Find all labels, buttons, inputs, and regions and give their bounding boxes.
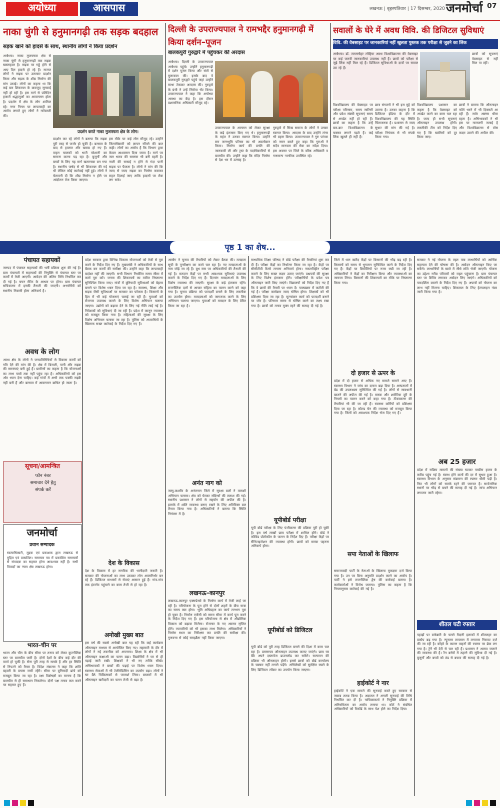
story-2-text-1: अयोध्या। दिल्ली के उपराज्यपाल अयोध्या पहुंचे। उन्होंने हनुमानगढ़ी में दर्शन पूजन किया और संतों से मुलाकात की। इसके बाद वे बालकपुरी गुरुद्वारे पहुंचे जहां उन्होंने मत्था टेककर अरदास की। गुरुद्वारे के ग्रंथी ने उन्हें सिरोपा भेंट किया। उपराज्यपाल ने कहा कि अयोध्या आस्था का केंद्र है। इस दौरान प्रशासनिक अधिकारी मौजूद रहे। bbox=[168, 60, 213, 106]
story-3-side: छात्रों को सूचनाएं वेबसाइट से नहीं मिल पा रहीं। bbox=[472, 52, 498, 66]
col3-text-2: जम्मू-कश्मीर के अनंतनाग जिले में सुरक्षा बलों ने तलाशी अभियान चलाया। क्षेत्र को घेरकर संदिग्धों की तलाश की गई। स्थानीय प्रशासन ने लोगों से सहयोग की अपील की है। इलाके में शांति व्यवस्था बनाए रखने के लिए अतिरिक्त बल तैनात किया गया है। अधिकारियों ने बताया कि स्थिति नियंत्रण में है। bbox=[168, 489, 246, 516]
lead-headline: नाका चुंगी से हनुमानगढ़ी तक सड़क बदहाल bbox=[3, 27, 159, 38]
newspaper-logo: जनमोर्चा bbox=[446, 1, 483, 15]
story-3-text-1: विश्वविद्यालय की वेबसाइट पर परीक्षा परिणाम, समय सारिणी और प्रवेश संबंधी सूचनाएं समय से अपडेट नहीं हो रही हैं। छात्रों का कहना है कि उन्हें बार-बार विश्वविद्यालय के चक्कर लगाने पड़ते हैं। कई लिंक खुलते ही नहीं हैं। bbox=[333, 103, 373, 140]
banner-text: पृष्ठ 1 का शेष... bbox=[170, 241, 330, 254]
col4-text-3: यूपी बोर्ड को पूरी तरह डिजिटल बनाने की दिशा में काम चल रहा है। प्रमाणपत्र ऑनलाइन उपलब्ध कराए जाएंगे। छात्र घर बैठे अपने दस्तावेज डाउनलोड कर सकेंगे। सत्यापन की प्रक्रिया भी ऑनलाइन होगी। इससे छात्रों को बोर्ड कार्यालय के चक्कर नहीं लगाने पड़ेंगे। अभिलेखों को सुरक्षित रखने के लिए डिजिटल लॉकर का उपयोग किया जाएगा। bbox=[251, 645, 329, 672]
story-2-text-2: उपराज्यपाल के आगमन को लेकर सुरक्षा के कड़े इंतजाम किए गए थे। हनुमानगढ़ी के महंत ने उनका स्वागत किया। उन्होंने राम जन्मभूमि परिसर का भी अवलोकन किया। निर्माण कार्य की प्रगति की जानकारी ली और ट्रस्ट के पदाधिकारियों से बातचीत की। उन्होंने कहा कि मंदिर निर्माण से देश भर में उत्साह है। bbox=[215, 126, 270, 163]
lead-photo bbox=[53, 55, 163, 128]
story-3-text-2: छात्र संगठनों ने भी इस मुद्दे को उठाया है। उनका कहना है कि डिजिटल इंडिया के दौर में विश्वविद्यालय की यह स्थिति चिंताजनक है। प्रशासन से जल्द सुधार की मांग की गई है। परीक्षा नियंत्रक से भी संपर्क किया गया। bbox=[375, 103, 415, 140]
masthead bbox=[0, 0, 500, 20]
col4-heading-1: यूपीबोर्ड परीक्षा bbox=[274, 517, 306, 524]
story-2-text-3: गुरुद्वारे में सिख समाज के लोगों ने उनका स्वागत किया। अरदास के बाद उन्होंने लंगर भी ग्रहण किया। उपराज्यपाल ने गुरु परंपरा को नमन करते हुए कहा कि गुरुओं ने सदैव मानवता की सेवा का संदेश दिया। इस अवसर पर जिले के वरिष्ठ अधिकारी व गणमान्य नागरिक उपस्थित रहे। bbox=[273, 126, 328, 158]
col6-heading-2: शीतल घटी रफ्तार bbox=[417, 620, 497, 630]
col1-text-3: भारत और चीन के बीच सीमा पर तनाव को लेकर कूटनीतिक स्तर पर बातचीत जारी है। दोनों देशों के बीच कई दौर की वार्ता हो चुकी है। सेना पूरी तरह से सतर्क है और हर स्थिति से निपटने को तैयार है। विदेश मंत्रालय ने कहा कि शांति बहाली के प्रयास जारी रहेंगे। सीमा पर बुनियादी ढांचे को मजबूत किया जा रहा है। रक्षा विशेषज्ञों का मानना है कि बातचीत से ही समाधान निकलेगा। दोनों पक्ष तनाव कम करने पर सहमत हुए हैं। bbox=[3, 651, 81, 688]
col3-text-3: लखनऊ-कानपुर एक्सप्रेसवे के निर्माण कार्य में तेजी लाई जा रही है। परियोजना के पूरा होने से दोनों शहरों के बीच यात्रा का समय कम होगा। भूमि अधिग्रहण का कार्य लगभग पूरा हो चुका है। निर्माण एजेंसी को समय सीमा में कार्य पूरा करने के निर्देश दिए गए हैं। इस परियोजना से क्षेत्र में औद्योगिक विकास को बढ़ावा मिलेगा। रोजगार के नए अवसर सृजित होंगे। व्यापारियों को भी इसका लाभ मिलेगा। अधिकारियों ने निर्माण स्थल का निरीक्षण कर प्रगति की समीक्षा की। गुणवत्ता से कोई समझौता नहीं किया जाएगा। bbox=[168, 599, 246, 640]
story-2-subhead: बालकपुरी गुरुद्वारे में पहुंचकर की अरदास bbox=[168, 50, 245, 56]
col4-text-1: माध्यमिक शिक्षा परिषद ने बोर्ड परीक्षा की तैयारियां शुरू कर दी हैं। परीक्षा केंद्रों का निर्धारण किया जा रहा है। केंद्रों पर सीसीटीवी कैमरे लगाना अनिवार्य होगा। नकलविहीन परीक्षा कराने के लिए सख्त कदम उठाए जाएंगे। प्रश्नपत्रों की सुरक्षा के लिए विशेष इंतजाम होंगे। परीक्षार्थियों के प्रवेश पत्र ऑनलाइन जारी किए जाएंगे। विद्यालयों को निर्देश दिए गए हैं कि वे छात्रों की तैयारी पर ध्यान दें। पाठ्यक्रम में कटौती की गई है। परीक्षा कार्यक्रम जल्द घोषित होगा। शिक्षकों को भी प्रशिक्षण दिया जा रहा है। मूल्यांकन कार्य को पारदर्शी बनाने पर जोर है। परिणाम समय से घोषित करने का लक्ष्य रखा गया है। छात्रों को तनाव मुक्त रहने की सलाह दी गई है। bbox=[251, 258, 329, 308]
col5-text-3: समाजवादी पार्टी के नेताओं के खिलाफ मुकदमा दर्ज किया गया है। उन पर बिना अनुमति प्रदर्शन करने का आरोप है। पार्टी ने इसे राजनीतिक द्वेष की कार्रवाई बताया है। कार्यकर्ताओं ने विरोध जताया। पुलिस का कहना है कि नियमानुसार कार्रवाई की गई है। bbox=[334, 569, 412, 592]
publisher-ad bbox=[3, 524, 82, 642]
story-3-headline: सवालों के घेरे में अवध विवि. की डिजिटल सुविधाएं bbox=[333, 25, 485, 35]
story-3-text-3: विश्वविद्यालय प्रशासन का कहना है कि वेबसाइट को अपडेट करने का काम चल रहा है। जल्द ही सभी सूचनाएं ऑनलाइन उपलब्ध होंगी। तकनीकी टीम को निर्देश दिए गए हैं कि खामियों को दूर किया जाए। bbox=[417, 103, 457, 140]
col3-heading-2: लखनऊ–कानपुर bbox=[189, 590, 225, 597]
col6-text-1: सरकार ने नई योजना के तहत पात्र लाभार्थियों को आर्थिक सहायता देने की घोषणा की है। आवेदन ऑनलाइन किए जा सकेंगे। लाभार्थियों के खाते में सीधे राशि भेजी जाएगी। योजना का उद्देश्य गरीब परिवारों को राहत पहुंचाना है। ग्राम पंचायत स्तर पर शिविर लगाकर आवेदन लिए जाएंगे। अधिकारियों को पारदर्शिता बरतने के निर्देश दिए गए हैं। अपात्रों को योजना का लाभ नहीं मिलना चाहिए। शिकायत के लिए हेल्पलाइन नंबर जारी किया गया है। bbox=[417, 258, 497, 295]
col6-text-3: पहाड़ों पर बर्फबारी के चलते मैदानी इलाकों में शीतलहर का प्रकोप बढ़ गया है। न्यूनतम तापमान में लगातार गिरावट दर्ज की जा रही है। कोहरे के कारण वाहनों की रफ्तार पर ब्रेक लग गया है। ट्रेनें भी देरी से चल रही हैं। प्रशासन ने अलाव जलाने की व्यवस्था की है। रैन बसेरों में ठहरने की सुविधा दी गई है। बुजुर्गों और बच्चों को ठंड से बचाव की सलाह दी गई है। bbox=[417, 633, 497, 660]
col2-text-1: प्रदेश सरकार द्वारा विभिन्न विकास योजनाओं को तेजी से पूरा करने के निर्देश दिए गए हैं। मुख्यमंत्री ने अधिकारियों के साथ बैठक कर कार्यों की समीक्षा की। उन्होंने कहा कि लापरवाही बर्दाश्त नहीं की जाएगी। सभी विभाग निर्धारित समय सीमा में कार्य पूरा करें। जनता की शिकायतों का त्वरित निस्तारण सुनिश्चित किया जाए। गांवों में बुनियादी सुविधाओं को बेहतर बनाने पर विशेष ध्यान दिया जा रहा है। स्वास्थ्य, शिक्षा और सड़क जैसी सुविधाओं पर सरकार का फोकस है। किसानों के हित में भी कई योजनाएं चलाई जा रही हैं। युवाओं को रोजगार उपलब्ध कराने के लिए विशेष अभियान चलाया जाएगा। उद्योगों को बढ़ावा देने के लिए नई नीति लाई गई है। निवेशकों को सुविधाएं दी जा रही हैं। प्रदेश में कानून व्यवस्था को मजबूत किया गया है। महिलाओं की सुरक्षा के लिए विशेष अभियान चलाया जा रहा है। पुलिस को अपराधियों के खिलाफ सख्त कार्रवाई के निर्देश दिए गए हैं। bbox=[85, 258, 163, 327]
lead-story-text-2: प्रदर्शन कर रहे लोगों ने बताया कि सड़क पूरी तरह से जर्जर हो चुकी है। बरसात के बाद से हालात और खराब हो गए हैं। वाहन चालकों को भारी परेशानी का सामना करना पड़ रहा है। बुजुर्गों और बच्चों के लिए यह मार्ग खतरनाक बन गया है। स्थानीय पार्षद से भी शिकायत की गई थी लेकिन कोई कार्रवाई नहीं हुई। लोगों ने चेतावनी दी कि शीघ्र निर्माण न होने पर आंदोलन तेज किया जाएगा। bbox=[53, 137, 107, 183]
col5-text-1: जिले में धान खरीद केंद्रों पर किसानों की भीड़ बढ़ रही है। किसानों को समय से भुगतान सुनिश्चित करने के निर्देश दिए गए हैं। केंद्रों पर बिचौलियों पर नजर रखी जा रही है। अधिकारियों ने केंद्रों का निरीक्षण किया और व्यवस्थाओं का जायजा लिया। किसानों की शिकायतों का मौके पर निस्तारण किया गया। bbox=[334, 258, 412, 285]
col4-text-2: यूपी बोर्ड परीक्षा के लिए पंजीकरण की प्रक्रिया पूरी हो चुकी है। इस वर्ष लाखों छात्र परीक्षा में शामिल होंगे। बोर्ड ने कोविड प्रोटोकॉल के पालन के निर्देश दिए हैं। परीक्षा केंद्रों पर सैनिटाइजेशन की व्यवस्था होगी। छात्रों को मास्क पहनना अनिवार्य होगा। bbox=[251, 526, 329, 549]
info-box bbox=[3, 461, 82, 523]
info-box-line-3: संपर्क करें bbox=[35, 488, 51, 493]
ad-title: प्रधान सम्पादक bbox=[29, 543, 55, 548]
ad-text: स्वत्वाधिकारी, मुद्रक एवं प्रकाशक द्वारा लखनऊ से मुद्रित एवं प्रकाशित। समाचार पत्र में प्रकाशित समाचारों से संपादक का सहमत होना आवश्यक नहीं है। सभी विवादों का न्याय क्षेत्र लखनऊ होगा। bbox=[7, 551, 78, 569]
col5-heading-1: दो हजार से ऊपर के bbox=[351, 370, 395, 377]
story-3-text-4: छात्रों ने बताया कि ऑनलाइन फॉर्म भरने में भी दिक्कतें आ रही हैं। सर्वर अक्सर धीमा रहता है। अभिभावकों ने भी इस पर नाराजगी जताई है और विश्वविद्यालय से ठोस कदम उठाने की अपील की। bbox=[459, 103, 498, 135]
ad-logo: जनमोर्चा bbox=[26, 528, 58, 539]
col4-heading-2: यूपीबोर्ड को डिजिटल bbox=[267, 627, 313, 634]
col2-heading-2: अनोखी मुख्य बात bbox=[104, 632, 144, 639]
col1-heading-2: अवध के लोग bbox=[24, 348, 60, 356]
masthead-section-1: अयोध्या bbox=[6, 2, 78, 16]
lead-photo-caption: प्रदर्शन करते नाका मुजफ्फरा क्षेत्र के लोग। bbox=[77, 129, 139, 134]
masthead-section-2: आसपास bbox=[80, 2, 138, 16]
col5-heading-3: हाईकोर्ट ने नार bbox=[357, 680, 389, 687]
col5-text-4: हाईकोर्ट ने एक मामले की सुनवाई करते हुए सरकार से जवाब तलब किया है। अदालत ने अगली सुनवाई की तिथि निर्धारित कर दी है। याचिकाकर्ता ने नियुक्ति प्रक्रिया में अनियमितता का आरोप लगाया था। कोर्ट ने संबंधित अधिकारियों को रिकॉर्ड के साथ पेश होने का निर्देश दिया। bbox=[334, 689, 412, 712]
info-box-line-1: फोन नंबर bbox=[35, 474, 51, 479]
lead-subhead: सड़क खाने को हादसे के साथ, स्थानीय लोगों ने किया प्रदर्शन bbox=[3, 44, 118, 50]
col6-text-2: प्रदेश में सक्रिय मामलों की संख्या घटकर पच्चीस हजार के करीब पहुंच गई है। स्वस्थ होने वालों की दर में सुधार हुआ है। स्वास्थ्य विभाग के अनुसार संक्रमण की रफ्तार धीमी पड़ी है। फिर भी लोगों को सतर्क रहने की जरूरत है। सार्वजनिक स्थानों पर भीड़ से बचने की सलाह दी गई है। जांच अभियान लगातार जारी रहेगा। bbox=[417, 468, 497, 495]
col6-heading-1: अब 25 हजार bbox=[438, 458, 476, 466]
col1-text-2: अवध क्षेत्र के लोगों ने जनप्रतिनिधियों से विकास कार्यों को गति देने की मांग की है। क्षेत्र में बिजली, पानी और सड़क की समस्याएं बनी हुई हैं। ग्रामीणों का कहना है कि योजनाओं का लाभ पात्रों तक नहीं पहुंच रहा है। अधिकारियों को इस ओर ध्यान देना चाहिए। कई गांवों में अभी तक पक्की सड़कें नहीं बनी हैं और बरसात में आवागमन बाधित हो जाता है। bbox=[3, 358, 81, 385]
lead-story-text-3: इस मौके पर कई लोग मौजूद रहे। उन्होंने जिलाधिकारी को ज्ञापन सौंपने की बात कही। लोगों का आरोप है कि विभाग द्वारा केवल आश्वासन दिया जाता है। मार्ग पर जल भराव की समस्या भी बनी रहती है। नाली की सफाई न होने से गंदा पानी सड़क पर फैलता है। लोगों ने मांग की कि जल्द से जल्द सड़क का निर्माण कराकर राहत दिलाई जाए ताकि हादसों पर रोक लग सके। bbox=[109, 137, 163, 183]
dateline: लखनऊ | बृहस्पतिवार | 17 दिसम्बर, 2020 bbox=[369, 7, 445, 12]
info-box-line-2: समाचार देने हेतु bbox=[30, 481, 56, 486]
story-3-subhead: विवि. की वेबसाइट पर जानकारियां नहीं खुलता पुस्तक तक परीक्षा से जुड़ने का लिंक bbox=[333, 39, 498, 49]
story-2-photo bbox=[215, 61, 328, 123]
story-2-headline: दिल्ली के उपराज्यपाल ने रामभद्दैर हनुमानगढ़ी में किया दर्शन–पूजन bbox=[168, 24, 314, 47]
col3-text-1: आयोग ने चुनाव की तैयारियों को लेकर बैठक की। मतदाता सूची के पुनरीक्षण का कार्य चल रहा है। नए मतदाताओं के नाम जोड़े जा रहे हैं। बूथ स्तर पर अधिकारियों की तैनाती की गई है। मतदान केंद्रों पर सभी आवश्यक सुविधाएं उपलब्ध कराने के निर्देश दिए गए हैं। दिव्यांग मतदाताओं के लिए विशेष व्यवस्था की जाएगी। सुरक्षा के कड़े इंतजाम रहेंगे। राजनीतिक दलों से आचार संहिता का पालन करने को कहा गया है। चुनाव प्रक्रिया को पारदर्शी बनाने के लिए तकनीक का उपयोग होगा। मतदाताओं को जागरूक करने के लिए अभियान चलाया जाएगा। युवाओं को मतदान के लिए प्रेरित किया जा रहा है। bbox=[168, 258, 246, 308]
continuation-banner bbox=[0, 241, 500, 254]
col3-heading-1: अनंत नाग को bbox=[192, 480, 222, 487]
lead-story-text-1: अयोध्या। नाका मुजफ्फरा क्षेत्र से नाका चुंगी से हनुमानगढ़ी तक सड़क खस्ताहाल है। सड़क पर गड्ढे होने से आए दिन हादसे हो रहे हैं। नाराज लोगों ने सड़क पर उतरकर प्रदर्शन किया और सड़क के शीघ्र निर्माण की मांग उठाई। लोगों का कहना था कि कई बार शिकायत के बावजूद सुनवाई नहीं हो रही है। इस मार्ग से प्रतिदिन हजारों श्रद्धालुओं का आवागमन होता है। प्रदर्शन में क्षेत्र के लोग शामिल रहे। नगर निगम पर लापरवाही का आरोप लगाते हुए लोगों ने नारेबाजी की। bbox=[3, 54, 51, 118]
story-3-photo bbox=[420, 52, 470, 100]
col2-text-2: देश के विकास में हर नागरिक की भागीदारी जरूरी है। सरकार की योजनाओं का लाभ उठाकर लोग आत्मनिर्भर बन रहे हैं। डिजिटल माध्यमों से सेवाएं आसान हुई हैं। गांव-गांव तक इंटरनेट पहुंचाने का काम तेजी से हो रहा है। bbox=[85, 569, 163, 587]
col2-text-3: इस वर्ष की सबसे अनोखी बात यह रही कि कई कार्यक्रम ऑनलाइन माध्यम से आयोजित किए गए। महामारी के दौर में लोगों ने नई तकनीक को अपनाया। शिक्षा के क्षेत्र में भी ऑनलाइन कक्षाओं का चलन बढ़ा। विद्यार्थियों ने घर से ही पढ़ाई जारी रखी। शिक्षकों ने भी नए तरीके सीखे। अभिभावकों ने बच्चों की पढ़ाई पर विशेष ध्यान दिया। स्वास्थ्य सेवाओं में भी टेलीमेडिसिन का उपयोग बढ़ा। लोगों ने घर बैठे चिकित्सकों से परामर्श लिया। बाजारों में भी ऑनलाइन खरीदारी का चलन तेजी से बढ़ा है। bbox=[85, 641, 163, 682]
color-registration-strip bbox=[0, 798, 500, 808]
story-3-intro: अयोध्या। डॉ. राममनोहर लोहिया अवध विश्वविद्यालय की वेबसाइट पर कई जरूरी जानकारियां उपलब्ध नहीं हैं। छात्रों को परीक्षा से जुड़े लिंक नहीं मिल रहे हैं। डिजिटल सुविधाओं के दावों पर सवाल उठ रहे हैं। bbox=[333, 52, 418, 100]
col5-heading-2: सपा नेताओं के खिलाफ bbox=[347, 551, 399, 558]
col5-text-2: प्रदेश में दो हजार से अधिक नए मामले सामने आए हैं। स्वास्थ्य विभाग ने जांच का दायरा बढ़ा दिया है। अस्पतालों में बेड की उपलब्धता सुनिश्चित की गई है। लोगों से सावधानी बरतने की अपील की गई है। मास्क और शारीरिक दूरी के नियमों का पालन करने को कहा गया है। टीकाकरण की तैयारियां भी की जा रही हैं। स्वास्थ्य कर्मियों को प्रशिक्षण दिया जा रहा है। कोल्ड चेन की व्यवस्था को मजबूत किया गया है। जिलों को आवश्यक निर्देश भेज दिए गए हैं। bbox=[334, 379, 412, 416]
page-number: 07 bbox=[487, 2, 497, 10]
col1-text-1: जनपद में पंचायत सहायकों की भर्ती प्रक्रिया शुरू की गई है। ग्राम पंचायतों में सहायकों की नियुक्ति से पंचायत स्तर पर कार्यों में तेजी आएगी। आवेदन की अंतिम तिथि निर्धारित कर दी गई है। चयन मेरिट के आधार पर होगा। ग्राम पंचायत सचिवालय में इनकी तैनाती की जाएगी। अभ्यर्थियों को स्थानीय निवासी होना अनिवार्य है। bbox=[3, 266, 81, 293]
col1-heading-3: भारत–चीन पर bbox=[27, 643, 57, 649]
col2-heading-1: देश के विकास bbox=[108, 560, 140, 567]
col1-heading-1: पंचायत सहायकों bbox=[23, 257, 61, 264]
info-box-title: सूचना/आमन्त्रित bbox=[25, 463, 60, 470]
